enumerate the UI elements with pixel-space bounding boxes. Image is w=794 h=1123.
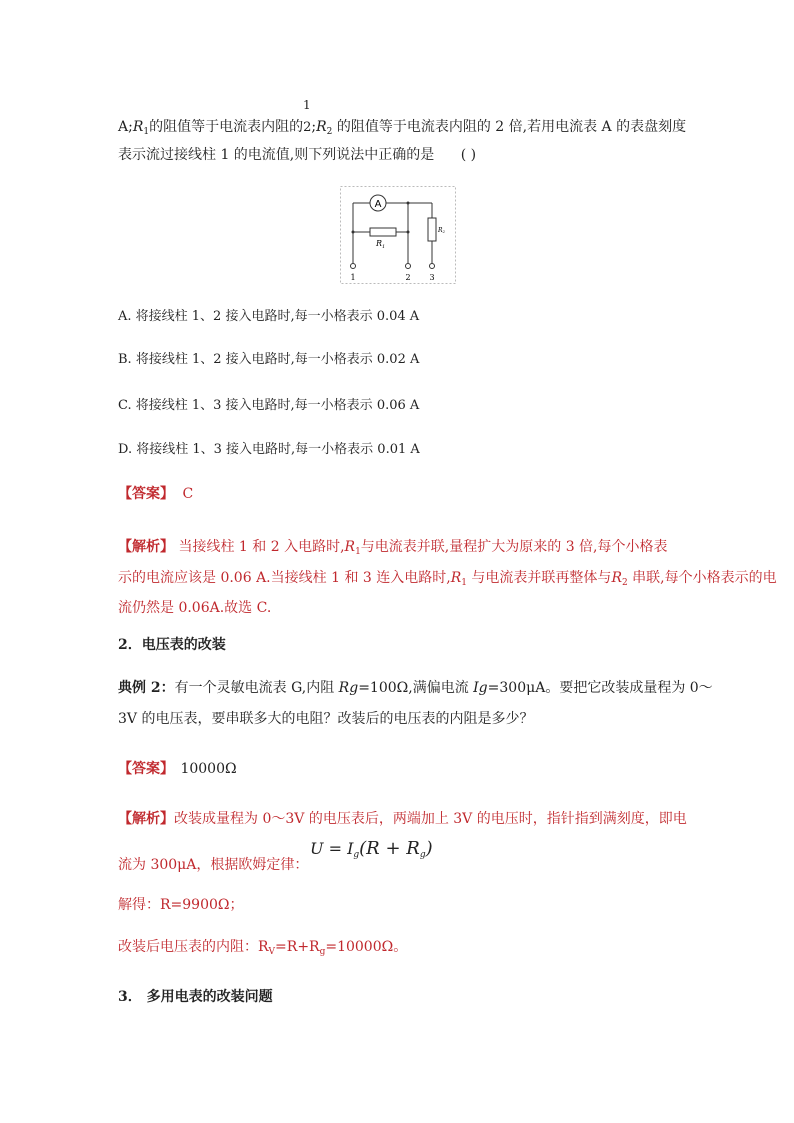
answer2-label: 【答案】: [118, 761, 174, 777]
ohms-law-formula: $U = I_g(R + R_g)$: [310, 838, 433, 860]
terminal-2: [406, 264, 411, 269]
terminal-1: [351, 264, 356, 269]
diagram-border: [341, 187, 456, 284]
analysis1-line3: 流仍然是 0.06A.故选 C.: [118, 600, 272, 616]
section-2-heading: 2．电压表的改装: [118, 637, 226, 653]
option-d: D. 将接线柱 1、3 接入电路时,每一小格表示 0.01 A: [118, 442, 420, 457]
question1-line2: 表示流过接线柱 1 的电流值,则下列说法中正确的是 ( ): [118, 147, 477, 163]
resistor-r2: [428, 218, 436, 241]
answer1-label: 【答案】: [118, 486, 174, 502]
r2-label: R2: [438, 227, 446, 234]
analysis2-line1: 【解析】改装成量程为 0～3V 的电压表后，两端加上 3V 的电压时，指针指到满刻度，即电: [118, 811, 687, 827]
section-3-heading: 3． 多用电表的改装问题: [118, 989, 273, 1005]
option-b: B. 将接线柱 1、2 接入电路时,每一小格表示 0.02 A: [118, 352, 420, 367]
terminal-3-label: 3: [429, 273, 435, 282]
fraction-numerator: 1: [303, 98, 311, 112]
example2-line2: 3V 的电压表，要串联多大的电阻？改装后的电压表的内阻是多少？: [118, 711, 534, 727]
terminal-3: [430, 264, 435, 269]
question1-line1: $A;R_1$的阻值等于电流表内阻的$2;R_2$ 的阻值等于电流表内阻的 2 倍,若用电流表 A 的表盘刻度: [118, 119, 687, 137]
terminal-2-label: 2: [405, 273, 411, 282]
option-a: A. 将接线柱 1、2 接入电路时,每一小格表示 0.04 A: [118, 309, 420, 324]
analysis2-line2: 流为 300μA，根据欧姆定律：: [118, 857, 309, 873]
answer-paren: ( ): [460, 147, 477, 163]
terminal-1-label: 1: [350, 273, 356, 282]
circuit-diagram: [340, 186, 456, 284]
r1-label: $R_1$: [376, 239, 386, 250]
analysis2-line4: 改装后电压表的内阻：$R_V=R+R_g=10000\Omega$。: [118, 939, 408, 957]
example2-line1: 典例 2：有一个灵敏电流表 G,内阻 Rg=100Ω,满偏电流 Ig=300μA。要把它改装成量程为 0～: [118, 680, 713, 696]
answer1: [118, 485, 193, 503]
resistor-r1: [370, 228, 396, 236]
answer2: [118, 760, 237, 778]
analysis1-line1: 【解析】 当接线柱 1 和 2 入电路时$,R_1$与电流表并联,量程扩大为原来的 3 倍,每个小格表: [118, 539, 668, 557]
answer2-value: 10000Ω: [180, 761, 237, 777]
answer1-value: C: [182, 486, 194, 502]
analysis1-line2: 示的电流应该是 0.06 A.当接线柱 1 和 3 连入电路时$,R_1$ 与电流表并联再整体与$R_2$ 串联,每个小格表示的电: [118, 570, 777, 588]
ammeter-label: A: [374, 199, 382, 210]
analysis2-line3: 解得：R=9900Ω；: [118, 897, 244, 913]
option-c: C. 将接线柱 1、3 接入电路时,每一小格表示 0.06 A: [118, 398, 420, 413]
